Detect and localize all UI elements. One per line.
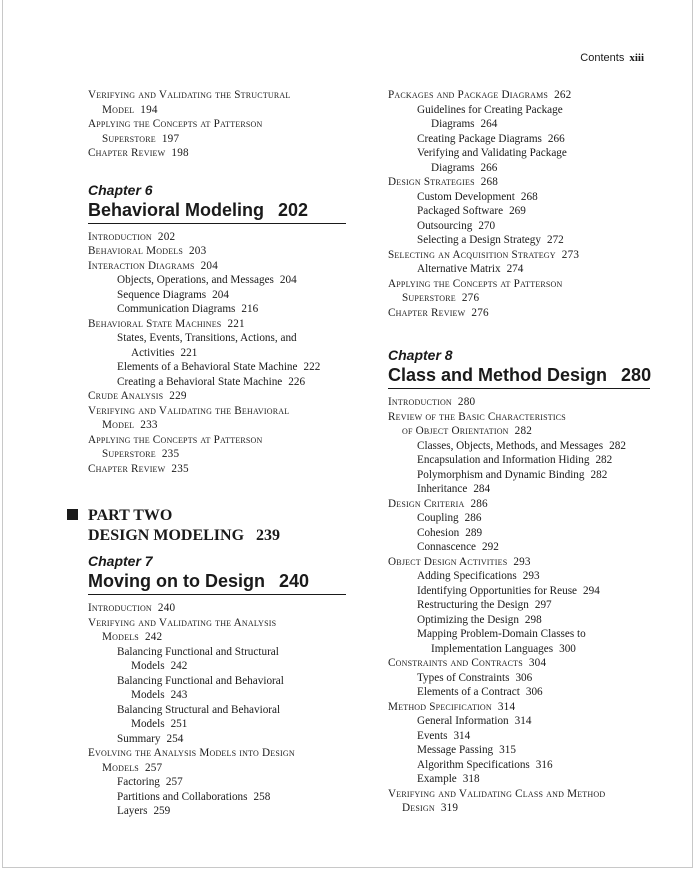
toc-entry-page: 257 xyxy=(165,776,183,788)
toc-entry-text: Restructuring the Design xyxy=(417,599,529,611)
toc-entry-page: 243 xyxy=(170,689,188,701)
toc-entry-text: Message Passing xyxy=(417,744,494,756)
toc-entry xyxy=(388,627,650,642)
toc-entry xyxy=(388,219,650,234)
toc-entry-text: Chapter Review xyxy=(388,306,466,319)
toc-entry-page: 304 xyxy=(528,657,547,669)
toc-entry-text: Partitions and Collaborations xyxy=(117,790,248,803)
toc-entry-page: 268 xyxy=(480,176,499,188)
toc-entry-text: Creating a Behavioral State Machine xyxy=(117,375,283,388)
toc-entry-text: Crude Analysis xyxy=(88,390,164,402)
toc-entry xyxy=(388,497,650,512)
toc-entry-text: Communication Diagrams xyxy=(117,303,236,315)
toc-entry xyxy=(88,244,346,259)
toc-entry xyxy=(88,688,346,703)
toc-entry xyxy=(88,761,346,776)
toc-entry-text: Summary xyxy=(117,732,161,745)
toc-entry xyxy=(88,375,346,390)
toc-entry-page: 198 xyxy=(171,147,189,159)
toc-entry-text: Types of Constraints xyxy=(417,671,510,684)
toc-entry-page: 233 xyxy=(140,419,158,431)
toc-entry xyxy=(388,656,650,671)
toc-entry-text: Algorithm Specifications xyxy=(417,758,530,771)
toc-right-top xyxy=(388,88,650,320)
toc-entry xyxy=(388,787,650,802)
toc-entry-page: 266 xyxy=(547,132,565,145)
toc-entry-page: 316 xyxy=(535,758,553,771)
toc-entry-page: 235 xyxy=(161,448,180,460)
toc-entry-page: 306 xyxy=(515,671,533,684)
toc-right-column xyxy=(388,88,650,816)
toc-entry-page: 202 xyxy=(157,230,176,243)
toc-entry-text: Verifying and Validating Class and Method xyxy=(388,787,606,800)
toc-entry-page: 204 xyxy=(200,259,218,272)
chapter-7-page: 240 xyxy=(279,571,310,591)
toc-entry-text: Design Strategies xyxy=(388,176,475,188)
toc-entry-page: 282 xyxy=(514,425,533,437)
toc-entry xyxy=(88,273,346,288)
toc-entry xyxy=(388,117,650,132)
toc-entry xyxy=(88,360,346,375)
toc-entry-page: 240 xyxy=(157,602,176,614)
toc-entry-text: Packaged Software xyxy=(417,205,504,217)
toc-entry xyxy=(388,395,650,410)
toc-entry-text: Connascence xyxy=(417,541,477,553)
toc-entry-page: 251 xyxy=(170,718,188,730)
toc-entry-text: States, Events, Transitions, Actions, and xyxy=(117,332,297,344)
toc-entry-page: 294 xyxy=(583,584,600,597)
toc-entry-text: Superstore xyxy=(102,132,156,145)
toc-entry-text: Coupling xyxy=(417,512,459,524)
toc-entry-page: 204 xyxy=(279,274,297,286)
toc-entry xyxy=(388,613,650,628)
toc-entry-text: Models xyxy=(131,718,165,730)
toc-entry xyxy=(88,674,346,689)
part-two-label: PART TWO xyxy=(88,507,173,524)
toc-entry xyxy=(88,630,346,645)
toc-entry xyxy=(88,659,346,674)
toc-entry xyxy=(388,146,650,161)
toc-entry-page: 314 xyxy=(453,729,471,742)
toc-entry xyxy=(88,346,346,361)
toc-entry-page: 289 xyxy=(465,526,483,539)
toc-entry xyxy=(88,288,346,303)
toc-entry xyxy=(388,103,650,118)
toc-entry-text: Behavioral State Machines xyxy=(88,317,222,330)
toc-entry xyxy=(88,132,346,147)
toc-entry-text: Creating Package Diagrams xyxy=(417,132,542,145)
toc-entry-text: Encapsulation and Information Hiding xyxy=(417,454,590,466)
toc-entry xyxy=(388,700,650,715)
toc-entry-text: Selecting an Acquisition Strategy xyxy=(388,248,556,261)
toc-entry-page: 276 xyxy=(471,306,489,319)
toc-entry xyxy=(388,291,650,306)
part-two-page: 239 xyxy=(256,527,281,544)
toc-entry xyxy=(388,175,650,190)
toc-entry xyxy=(388,204,650,219)
toc-entry xyxy=(388,569,650,584)
toc-entry xyxy=(388,671,650,686)
toc-entry-page: 280 xyxy=(457,396,476,408)
toc-entry-text: Guidelines for Creating Package xyxy=(417,103,563,116)
toc-entry xyxy=(388,88,650,103)
toc-entry-text: Classes, Objects, Methods, and Messages xyxy=(417,439,604,452)
chapter-8-title xyxy=(388,364,650,389)
toc-entry-text: Verifying and Validating the Behavioral xyxy=(88,404,290,417)
toc-entry xyxy=(388,306,650,321)
toc-entry-text: Object Design Activities xyxy=(388,555,508,568)
toc-entry-text: Events xyxy=(417,729,448,742)
toc-entry-text: Implementation Languages xyxy=(431,642,554,655)
toc-entry-text: Identifying Opportunities for Reuse xyxy=(417,584,578,597)
toc-entry-text: Example xyxy=(417,773,457,785)
toc-entry-page: 286 xyxy=(470,497,488,510)
toc-entry-text: Alternative Matrix xyxy=(417,263,501,275)
toc-entry-text: Polymorphism and Dynamic Binding xyxy=(417,468,585,481)
toc-entry-page: 306 xyxy=(525,686,543,698)
toc-entry-page: 269 xyxy=(509,205,526,217)
toc-entry-text: Design xyxy=(402,802,435,814)
chapter-8-page: 280 xyxy=(621,365,652,385)
toc-entry-text: Inheritance xyxy=(417,483,468,495)
chapter-7-label: Chapter 7 xyxy=(88,553,153,569)
running-head-page: xiii xyxy=(629,52,644,64)
part-two-title xyxy=(88,526,346,546)
toc-entry xyxy=(88,331,346,346)
toc-entry-text: Applying the Concepts at Patterson xyxy=(388,277,563,290)
toc-entry xyxy=(388,277,650,292)
toc-entry-text: Factoring xyxy=(117,776,160,788)
toc-entry-page: 266 xyxy=(480,161,498,174)
toc-entry-text: Elements of a Contract xyxy=(417,686,520,698)
toc-entry xyxy=(88,447,346,462)
running-head xyxy=(580,52,644,64)
toc-entry-page: 216 xyxy=(241,303,259,315)
part-marker-icon xyxy=(67,509,78,520)
toc-entry-page: 300 xyxy=(559,642,576,655)
toc-entry xyxy=(388,758,650,773)
chapter-6-title xyxy=(88,199,346,224)
chapter-6-label: Chapter 6 xyxy=(88,181,153,198)
toc-entry xyxy=(388,540,650,555)
toc-entry-text: Balancing Structural and Behavioral xyxy=(117,703,281,716)
toc-entry xyxy=(388,439,650,454)
toc-entry xyxy=(88,389,346,404)
toc-entry xyxy=(388,410,650,425)
chapter-6-title-text: Behavioral Modeling xyxy=(88,199,265,220)
toc-entry xyxy=(88,616,346,631)
toc-entry-text: of Object Orientation xyxy=(402,425,509,437)
toc-entry xyxy=(88,717,346,732)
toc-entry-page: 282 xyxy=(609,439,626,452)
toc-entry-page: 242 xyxy=(144,631,163,643)
toc-entry-text: Introduction xyxy=(88,602,152,614)
toc-entry-text: Applying the Concepts at Patterson xyxy=(88,118,263,130)
toc-entry xyxy=(88,302,346,317)
toc-entry-page: 264 xyxy=(480,118,498,130)
toc-entry-page: 284 xyxy=(473,483,491,495)
toc-entry xyxy=(88,146,346,161)
toc-entry xyxy=(88,418,346,433)
toc-entry-text: Models xyxy=(102,631,139,643)
toc-entry xyxy=(88,790,346,805)
toc-entry xyxy=(88,230,346,245)
toc-entry-page: 221 xyxy=(180,346,198,359)
toc-entry-text: Layers xyxy=(117,805,148,817)
toc-entry-page: 318 xyxy=(462,773,480,785)
toc-entry-text: Introduction xyxy=(388,396,452,408)
toc-entry-text: Superstore xyxy=(402,292,456,304)
toc-entry xyxy=(388,453,650,468)
toc-entry-text: Verifying and Validating the Analysis xyxy=(88,616,277,629)
toc-entry xyxy=(88,746,346,761)
toc-entry xyxy=(388,685,650,700)
toc-entry xyxy=(388,555,650,570)
toc-entry-text: Interaction Diagrams xyxy=(88,259,195,272)
toc-left-top xyxy=(88,88,346,161)
toc-entry xyxy=(88,103,346,118)
toc-entry-page: 315 xyxy=(499,744,516,756)
toc-entry-page: 197 xyxy=(161,132,180,145)
toc-entry-page: 273 xyxy=(561,248,580,261)
toc-entry-text: Models xyxy=(131,660,165,672)
toc-entry-text: Outsourcing xyxy=(417,219,473,232)
toc-entry-text: Chapter Review xyxy=(88,147,166,159)
toc-entry-text: Models xyxy=(102,761,139,774)
toc-entry-page: 298 xyxy=(524,613,542,626)
toc-entry xyxy=(88,317,346,332)
toc-entry xyxy=(388,801,650,816)
toc-entry-page: 293 xyxy=(522,570,540,582)
toc-entry-text: Elements of a Behavioral State Machine xyxy=(117,361,298,373)
part-two-heading xyxy=(88,506,346,526)
toc-entry-text: General Information xyxy=(417,715,509,727)
toc-entry-text: Models xyxy=(131,689,165,701)
toc-entry xyxy=(388,511,650,526)
toc-left-column xyxy=(88,88,346,819)
toc-entry-page: 276 xyxy=(461,292,480,304)
toc-entry-page: 270 xyxy=(478,219,496,232)
toc-entry xyxy=(88,732,346,747)
toc-entry-page: 203 xyxy=(189,245,207,257)
toc-entry-text: Diagrams xyxy=(431,161,475,174)
chapter-8-title-text: Class and Method Design xyxy=(388,365,608,385)
toc-entry-page: 235 xyxy=(171,462,189,475)
toc-entry-page: 257 xyxy=(144,761,163,774)
toc-entry xyxy=(388,772,650,787)
toc-entry-text: Model xyxy=(102,419,135,431)
toc-entry-text: Balancing Functional and Structural xyxy=(117,645,279,658)
toc-entry-text: Behavioral Models xyxy=(88,245,184,257)
chapter-7-title xyxy=(88,570,346,595)
toc-entry-page: 262 xyxy=(554,89,572,101)
toc-entry-page: 282 xyxy=(595,454,613,466)
toc-entry xyxy=(388,424,650,439)
toc-entry xyxy=(88,703,346,718)
toc-entry xyxy=(388,642,650,657)
toc-entry-text: Activities xyxy=(131,346,175,359)
toc-entry-text: Applying the Concepts at Patterson xyxy=(88,433,263,446)
toc-entry xyxy=(88,117,346,132)
toc-entry-text: Introduction xyxy=(88,230,152,243)
toc-entry-text: Method Specification xyxy=(388,700,492,713)
chapter-7-title-text: Moving on to Design xyxy=(88,571,265,591)
toc-entry-text: Design Criteria xyxy=(388,497,465,510)
toc-entry-text: Adding Specifications xyxy=(417,570,517,582)
toc-entry xyxy=(388,468,650,483)
toc-entry xyxy=(388,190,650,205)
toc-entry-text: Evolving the Analysis Models into Design xyxy=(88,747,295,759)
toc-entry xyxy=(88,645,346,660)
toc-entry-page: 242 xyxy=(170,660,188,672)
toc-entry-text: Cohesion xyxy=(417,526,460,539)
chapter-6-entries xyxy=(88,230,346,477)
toc-entry-text: Constraints and Contracts xyxy=(388,657,523,669)
toc-entry xyxy=(388,262,650,277)
toc-entry-text: Balancing Functional and Behavioral xyxy=(117,674,284,687)
part-two-title-text: DESIGN MODELING xyxy=(88,527,245,544)
toc-entry xyxy=(88,433,346,448)
toc-entry-text: Mapping Problem-Domain Classes to xyxy=(417,628,586,640)
toc-entry-text: Packages and Package Diagrams xyxy=(388,89,549,101)
toc-entry-text: Sequence Diagrams xyxy=(117,288,207,301)
toc-entry-page: 314 xyxy=(497,700,516,713)
toc-entry-text: Objects, Operations, and Messages xyxy=(117,274,274,286)
toc-entry-text: Optimizing the Design xyxy=(417,613,519,626)
toc-entry-page: 222 xyxy=(303,361,321,373)
toc-entry-page: 297 xyxy=(534,599,552,611)
toc-entry-page: 229 xyxy=(169,390,187,402)
toc-entry-page: 258 xyxy=(253,790,271,803)
chapter-8-entries xyxy=(388,395,650,816)
toc-entry xyxy=(388,233,650,248)
toc-entry xyxy=(388,729,650,744)
toc-entry xyxy=(88,404,346,419)
toc-entry-page: 268 xyxy=(520,190,538,203)
toc-entry-page: 221 xyxy=(227,317,245,330)
toc-entry xyxy=(388,714,650,729)
toc-entry xyxy=(88,775,346,790)
toc-entry xyxy=(88,259,346,274)
toc-entry-text: Superstore xyxy=(102,448,156,460)
toc-entry-text: Diagrams xyxy=(431,118,475,130)
toc-entry xyxy=(388,584,650,599)
toc-entry-page: 272 xyxy=(546,234,564,246)
toc-entry-page: 293 xyxy=(513,555,531,568)
toc-entry-page: 226 xyxy=(288,375,306,388)
toc-entry xyxy=(88,601,346,616)
toc-entry xyxy=(88,462,346,477)
toc-entry-text: Chapter Review xyxy=(88,462,166,475)
toc-entry xyxy=(388,526,650,541)
toc-entry-page: 259 xyxy=(153,805,171,817)
toc-entry xyxy=(88,804,346,819)
toc-entry xyxy=(388,598,650,613)
toc-entry xyxy=(388,161,650,176)
toc-entry xyxy=(388,482,650,497)
toc-entry-page: 254 xyxy=(166,732,184,745)
chapter-6-page: 202 xyxy=(278,199,309,220)
running-head-label: Contents xyxy=(580,52,625,64)
toc-entry-page: 204 xyxy=(212,288,229,301)
toc-entry-text: Custom Development xyxy=(417,190,515,203)
toc-entry xyxy=(88,88,346,103)
chapter-8-label: Chapter 8 xyxy=(388,347,453,363)
toc-entry-text: Selecting a Design Strategy xyxy=(417,234,541,246)
toc-entry xyxy=(388,743,650,758)
toc-entry-page: 292 xyxy=(482,541,499,553)
toc-entry-page: 319 xyxy=(440,802,459,814)
chapter-7-entries xyxy=(88,601,346,819)
toc-entry-page: 314 xyxy=(514,715,532,727)
toc-entry-page: 194 xyxy=(140,103,158,116)
toc-entry-text: Model xyxy=(102,103,135,116)
toc-entry-page: 274 xyxy=(506,263,524,275)
toc-entry xyxy=(388,132,650,147)
toc-entry-page: 282 xyxy=(590,468,608,481)
toc-entry-text: Verifying and Validating Package xyxy=(417,147,567,159)
toc-entry-page: 286 xyxy=(464,512,482,524)
toc-entry-text: Verifying and Validating the Structural xyxy=(88,89,291,101)
toc-entry xyxy=(388,248,650,263)
toc-entry-text: Review of the Basic Characteristics xyxy=(388,410,566,423)
